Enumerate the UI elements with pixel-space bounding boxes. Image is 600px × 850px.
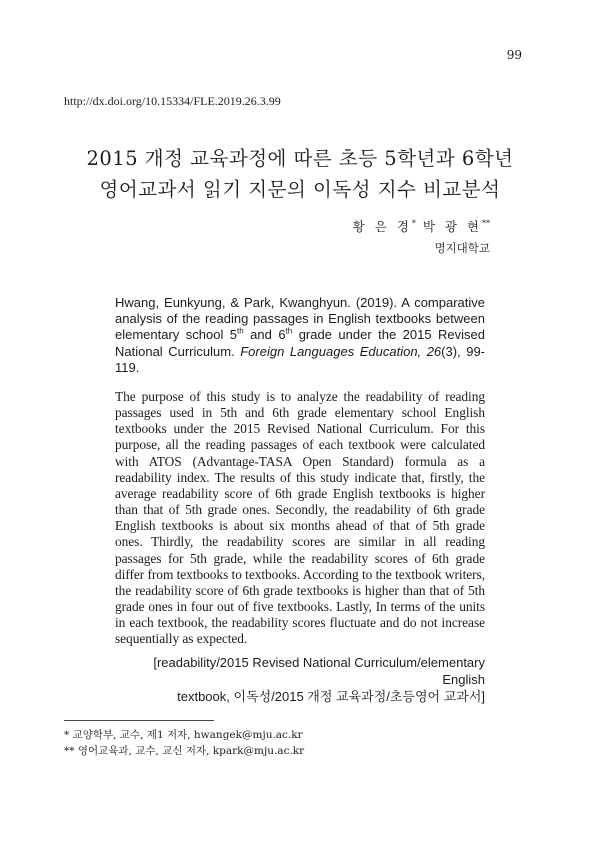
- author-2-mark: **: [482, 218, 490, 228]
- author-list: [353, 217, 490, 235]
- affiliation: 명지대학교: [434, 241, 490, 255]
- author-2: 박 광 현: [422, 219, 482, 234]
- citation-part-1: Hwang, Eunkyung, & Park, Kwanghyun. (2019). A comparative analysis of the reading passages in English textbooks between elementary school 5: [115, 295, 485, 343]
- abstract: The purpose of this study is to analyze the readability of reading passages used in 5th and 6th grade elementary school English textbooks under the 2015 Revised National Curriculum. For this purpose, all the reading passages of each textbook were calculated with ATOS (Advantage-TASA Open Standard) formula as a readability index. The results of this study indicate that, firstly, the average readability score of 6th grade English textbooks is higher than that of 5th grade ones. Secondly, the readability of 6th grade English textbooks is about six months ahead of that of 5th grade ones. Thirdly, the readability scores are similar in all reading passages for 5th grade, while the readability scores of 6th grade differ from textbooks to textbooks. According to the textbook writers, the readability score of 6th grade textbooks is higher than that of 5th grade ones in four out of five textbooks. Lastly, In terms of the units in each textbook, the readability scores fluctuate and do not increase sequentially as expected.: [115, 389, 486, 647]
- footnote-1: * 교양학부, 교수, 제1 저자, hwangek@mju.ac.kr: [64, 729, 303, 741]
- keywords-line-1: [readability/2015 Revised National Curriculum/elementary English: [153, 655, 485, 687]
- citation-sup-2: th: [285, 327, 293, 337]
- citation-sup-1: th: [237, 327, 244, 337]
- article-title: [60, 143, 540, 205]
- keywords-line-2: textbook, 이독성/2015 개정 교육과정/초등영어 교과서]: [177, 689, 485, 704]
- keywords: [115, 654, 485, 705]
- citation-part-2: and 6: [243, 327, 286, 343]
- author-1-mark: *: [411, 218, 416, 228]
- citation-part-3: grade under the 2015 Revised National Curriculum.: [115, 327, 485, 359]
- doi-link[interactable]: http://dx.doi.org/10.15334/FLE.2019.26.3.99: [64, 94, 281, 108]
- title-line-2: 영어교과서 읽기 지문의 이독성 지수 비교분석: [99, 178, 501, 201]
- citation: [115, 295, 485, 376]
- footnote-divider: [64, 720, 214, 721]
- footnote-2: ** 영어교육과, 교수, 교신 저자, kpark@mju.ac.kr: [64, 745, 305, 757]
- page-number: 99: [506, 48, 522, 62]
- citation-part-4: (3), 99-119.: [115, 343, 485, 375]
- title-line-1: 2015 개정 교육과정에 따른 초등 5학년과 6학년: [86, 147, 514, 170]
- author-1: 황 은 경: [352, 219, 412, 234]
- citation-journal: Foreign Languages Education, 26: [240, 343, 442, 359]
